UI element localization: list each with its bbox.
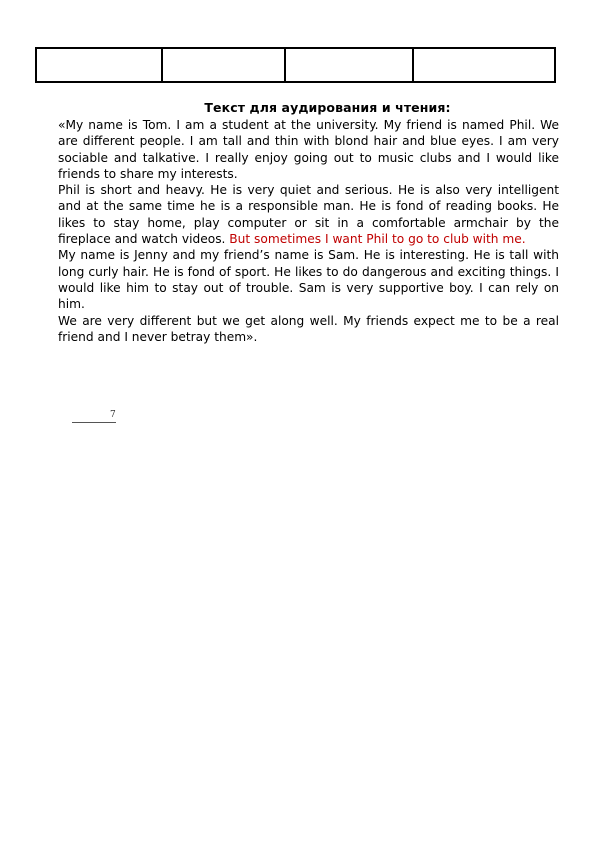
header-table-cell	[413, 48, 555, 82]
reading-text	[58, 117, 559, 345]
footnote-separator	[72, 422, 116, 423]
page-title: Текст для аудирования и чтения:	[204, 100, 451, 115]
paragraph-phil-text: Phil is short and heavy. He is very quiet and serious. He is also very intelligent and at the same time he is a responsible man. He is fond of reading books. He likes to stay home, play computer or sit in a comfortable armchair by the fireplace and watch videos.	[58, 183, 559, 247]
header-table-cell	[285, 48, 413, 82]
paragraph-conclusion: We are very different but we get along well. My friends expect me to be a real friend and I never betray them».	[58, 313, 559, 344]
footnote-number: 7	[110, 410, 116, 420]
header-table-cell	[36, 48, 162, 82]
header-table-cell	[162, 48, 285, 82]
paragraph-phil	[58, 182, 559, 247]
paragraph-tom: «My name is Tom. I am a student at the university. My friend is named Phil. We are different people. I am tall and thin with blond hair and blue eyes. I am very sociable and talkative. I really enjoy going out to music clubs and I would like friends to share my interests.	[58, 118, 559, 181]
highlighted-sentence: But sometimes I want Phil to go to club with me.	[229, 232, 526, 247]
header-table-row	[36, 48, 555, 82]
paragraph-jenny: My name is Jenny and my friend’s name is Sam. He is interesting. He is tall with long curly hair. He is fond of sport. He likes to do dangerous and exciting things. I would like him to stay out of trouble. Sam is very supportive boy. I can rely on him.	[58, 248, 559, 312]
header-table	[35, 47, 556, 83]
